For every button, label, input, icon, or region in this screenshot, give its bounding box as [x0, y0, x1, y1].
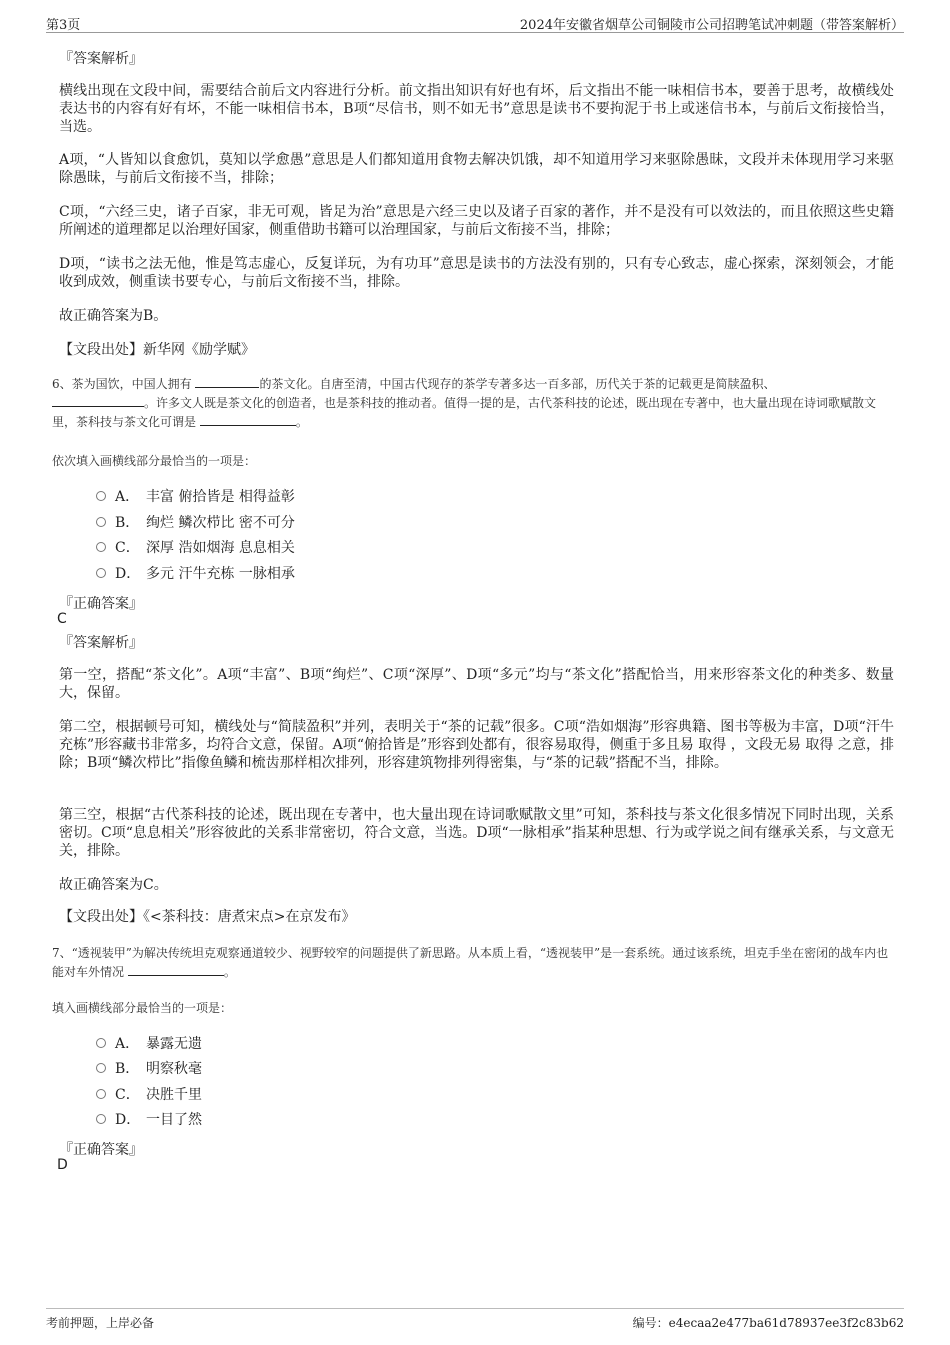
page-footer — [46, 1308, 904, 1333]
option-c[interactable]: C． 深厚 浩如烟海 息息相关 — [96, 538, 295, 556]
question-prompt: 依次填入画横线部分最恰当的一项是： — [52, 454, 257, 468]
option-a[interactable]: A． 暴露无遗 — [96, 1034, 202, 1052]
page-header — [46, 14, 904, 33]
option-a[interactable]: A． 丰富 俯拾皆是 相得益彰 — [96, 487, 295, 505]
radio-icon[interactable] — [96, 1063, 106, 1073]
footer-slogan: 考前押题，上岸必备 — [46, 1316, 155, 1330]
document-id: 编号：e4ecaa2e477ba61d78937ee3f2c83b62 — [632, 1316, 904, 1330]
analysis-paragraph: 第二空，根据顿号可知，横线处与“简牍盈积”并列，表明关于“茶的记载”很多。C项“浩如烟海”形容典籍、图书等极为丰富，D项“汗牛充栋”形容藏书非常多，均符合文意，保留。A项“俯拾皆是”形容到处都有，很容易取得，侧重于多且易 取得 ，文段无易 取得 之意，排除；B项“鳞次栉比”指像鱼鳞和梳齿那样相次排列，形容建筑物排列得密集，与“茶的记载”搭配不当，排除。 — [59, 719, 894, 771]
radio-icon[interactable] — [96, 568, 106, 578]
source-citation: 【文段出处】《<茶科技：唐煮宋点>在京发布》 — [59, 909, 356, 925]
correct-answer: D — [57, 1157, 68, 1173]
radio-icon[interactable] — [96, 1114, 106, 1124]
fill-blank — [195, 375, 259, 388]
radio-icon[interactable] — [96, 1038, 106, 1048]
document-title: 2024年安徽省烟草公司铜陵市公司招聘笔试冲刺题（带答案解析） — [519, 18, 904, 33]
analysis-paragraph: 第一空，搭配“茶文化”。A项“丰富”、B项“绚烂”、C项“深厚”、D项“多元”均与“茶文化”搭配恰当，用来形容茶文化的种类多、数量大，保留。 — [59, 667, 894, 701]
fill-blank — [52, 394, 144, 407]
option-c[interactable]: C． 决胜千里 — [96, 1085, 202, 1103]
question-7-text: 7、“透视装甲”为解决传统坦克观察通道较少、视野较窄的问题提供了新思路。从本质上看，“透视装甲”是一套系统。通过该系统，坦克手坐在密闭的战车内也能对车外情况 。 — [52, 946, 889, 979]
correct-answer: C — [57, 611, 67, 627]
option-b[interactable]: B． 明察秋毫 — [96, 1059, 202, 1077]
page-number: 第3页 — [46, 18, 81, 33]
analysis-paragraph: C项，“六经三史，诸子百家，非无可观，皆足为治”意思是六经三史以及诸子百家的著作，并不是没有可以效法的，而且依照这些史籍所阐述的道理都足以治理好国家，侧重借助书籍可以治理国家，与前后文衔接不当，排除； — [59, 204, 894, 238]
option-d[interactable]: D． 一目了然 — [96, 1110, 202, 1128]
fill-blank — [128, 963, 224, 976]
radio-icon[interactable] — [96, 542, 106, 552]
correct-answer-label: 『正确答案』 — [59, 596, 143, 612]
radio-icon[interactable] — [96, 1089, 106, 1099]
analysis-label: 『答案解析』 — [59, 635, 143, 651]
answer-statement: 故正确答案为C。 — [59, 877, 168, 893]
analysis-label: 『答案解析』 — [59, 51, 143, 67]
analysis-paragraph: 横线出现在文段中间，需要结合前后文内容进行分析。前文指出知识有好也有坏，后文指出不能一味相信书本，要善于思考，故横线处表达书的内容有好有坏，不能一味相信书本，B项“尽信书，则不如无书”意思是读书不要拘泥于书上或迷信书本，与前后文衔接恰当，当选。 — [59, 83, 894, 135]
correct-answer-label: 『正确答案』 — [59, 1142, 143, 1158]
option-d[interactable]: D． 多元 汗牛充栋 一脉相承 — [96, 564, 295, 582]
answer-statement: 故正确答案为B。 — [59, 308, 168, 324]
analysis-paragraph: A项，“人皆知以食愈饥，莫知以学愈愚”意思是人们都知道用食物去解决饥饿，却不知道用学习来驱除愚昧，文段并未体现用学习来驱除愚昧，与前后文衔接不当，排除； — [59, 152, 894, 186]
question-6-text: 6、茶为国饮，中国人拥有 的茶文化。自唐至清，中国古代现存的茶学专著多达一百多部，历代关于茶的记载更是简牍盈积、 。许多文人既是茶文化的创造者，也是茶科技的推动者。值得一提的是，古代茶科技的论述，既出现在专著中，也大量出现在诗词歌赋散文里，茶科技与茶文化可谓是 。 — [52, 377, 877, 429]
radio-icon[interactable] — [96, 517, 106, 527]
question-prompt: 填入画横线部分最恰当的一项是： — [52, 1001, 233, 1015]
analysis-paragraph: 第三空，根据“古代茶科技的论述，既出现在专著中，也大量出现在诗词歌赋散文里”可知，茶科技与茶文化很多情况下同时出现，关系密切。C项“息息相关”形容彼此的关系非常密切，符合文意，当选。D项“一脉相承”指某种思想、行为或学说之间有继承关系，与文意无关，排除。 — [59, 807, 894, 859]
radio-icon[interactable] — [96, 491, 106, 501]
analysis-paragraph: D项，“读书之法无他，惟是笃志虚心，反复详玩，为有功耳”意思是读书的方法没有别的，只有专心致志，虚心探索，深刻领会，才能收到成效，侧重读书要专心，与前后文衔接不当，排除。 — [59, 256, 894, 290]
option-b[interactable]: B． 绚烂 鳞次栉比 密不可分 — [96, 513, 295, 531]
source-citation: 【文段出处】新华网《励学赋》 — [59, 342, 255, 358]
fill-blank — [200, 413, 296, 426]
